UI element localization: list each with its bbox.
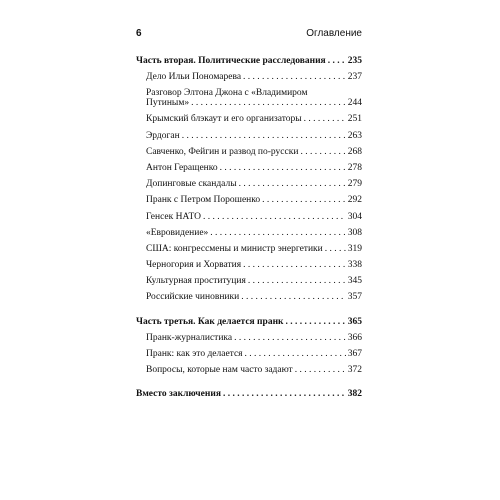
toc-entry (136, 147, 362, 157)
toc-page-number: 367 (347, 348, 362, 359)
section-gap (136, 381, 362, 389)
toc-leader-dots (220, 163, 346, 173)
toc-entry-title: Культурная проституция (146, 276, 246, 287)
toc-leader-dots (295, 365, 346, 375)
toc-page-number: 304 (347, 211, 362, 222)
toc-entry (136, 276, 362, 286)
toc-entry (136, 212, 362, 222)
toc-page-number: 338 (347, 260, 362, 271)
section-gap (136, 309, 362, 317)
toc-leader-dots (243, 72, 346, 82)
toc-entry (136, 179, 362, 189)
toc-leader-dots (328, 56, 346, 66)
toc-leader-dots (248, 276, 346, 286)
toc-leader-dots (239, 179, 346, 189)
toc-page-number: 235 (347, 56, 362, 66)
toc-leader-dots (245, 349, 346, 359)
toc-leader-dots (325, 244, 346, 254)
toc-leader-dots (191, 98, 346, 108)
toc-leader-dots (210, 228, 345, 238)
toc-part-heading (136, 56, 362, 66)
toc-part-heading (136, 317, 362, 327)
toc-entry-title-line1: Разговор Элтона Джона с «Владимиром (146, 88, 308, 99)
toc-page-number: 382 (347, 389, 362, 400)
toc-entry-title: Пранк-журналистика (146, 332, 233, 343)
toc-entry (136, 333, 362, 343)
toc-leader-dots (241, 292, 346, 302)
toc-entry (136, 88, 362, 108)
toc-entry-title: «Евровидение» (146, 227, 209, 238)
toc-entry (136, 244, 362, 254)
toc-leader-dots (223, 389, 346, 399)
toc-page-number: 244 (347, 98, 362, 109)
toc-leader-dots (286, 317, 346, 327)
toc-page-number: 308 (347, 227, 362, 238)
toc-page-number: 357 (347, 292, 362, 303)
toc-entry (136, 163, 362, 173)
toc-page-number: 365 (347, 316, 362, 327)
toc-page-number: 292 (347, 195, 362, 206)
toc-entry (136, 228, 362, 238)
toc-leader-dots (203, 212, 346, 222)
toc-entry (136, 292, 362, 302)
toc-leader-dots (243, 260, 346, 270)
page-header (136, 28, 362, 42)
toc-page-number: 319 (347, 243, 362, 254)
toc-entry (136, 365, 362, 375)
toc-conclusion (136, 389, 362, 399)
running-head: Оглавление (306, 28, 362, 39)
toc-page-number: 251 (347, 114, 362, 125)
toc-page-number: 279 (347, 179, 362, 190)
toc-entry (136, 114, 362, 124)
toc-part-title: Часть третья. Как делается пранк (136, 316, 284, 327)
toc-leader-dots (262, 195, 346, 205)
toc-entry-title-line2: Путиным» (146, 98, 190, 109)
toc-page-number: 263 (347, 130, 362, 141)
toc-entry-title: Вопросы, которые нам часто задают (146, 365, 293, 375)
toc-page-number: 278 (347, 162, 362, 173)
toc-entry-title: Генсек НАТО (146, 211, 202, 222)
toc-leader-dots (182, 131, 346, 141)
toc-entry-title: США: конгрессмены и министр энергетики (146, 243, 323, 254)
toc-part-title: Вместо заключения (136, 389, 221, 400)
toc-part-title: Часть вторая. Политические расследования (136, 56, 326, 66)
toc-entry-title: Савченко, Фейгин и развод по-русски (146, 146, 299, 157)
toc-entry-title: Крымский блэкаут и его организаторы (146, 114, 302, 125)
toc-entry (136, 260, 362, 270)
toc-entry-title: Пранк: как это делается (146, 348, 243, 359)
toc-entry (136, 349, 362, 359)
table-of-contents (136, 56, 362, 405)
page-number: 6 (136, 28, 142, 39)
toc-entry (136, 72, 362, 82)
toc-entry (136, 131, 362, 141)
toc-entry-title: Дело Ильи Пономарева (146, 72, 242, 82)
toc-entry-title: Российские чиновники (146, 292, 240, 303)
toc-page-number: 372 (347, 365, 362, 375)
toc-page-number: 237 (347, 72, 362, 82)
toc-page-number: 268 (347, 146, 362, 157)
toc-entry-title: Пранк с Петром Порошенко (146, 195, 261, 206)
toc-leader-dots (234, 333, 346, 343)
toc-entry-title: Черногория и Хорватия (146, 260, 242, 271)
toc-entry-title: Антон Геращенко (146, 162, 218, 173)
toc-leader-dots (304, 114, 346, 124)
toc-page-number: 366 (347, 332, 362, 343)
toc-entry (136, 195, 362, 205)
toc-leader-dots (300, 147, 345, 157)
toc-entry-title: Эрдоган (146, 130, 180, 141)
toc-page-number: 345 (347, 276, 362, 287)
toc-entry-title: Допинговые скандалы (146, 179, 237, 190)
